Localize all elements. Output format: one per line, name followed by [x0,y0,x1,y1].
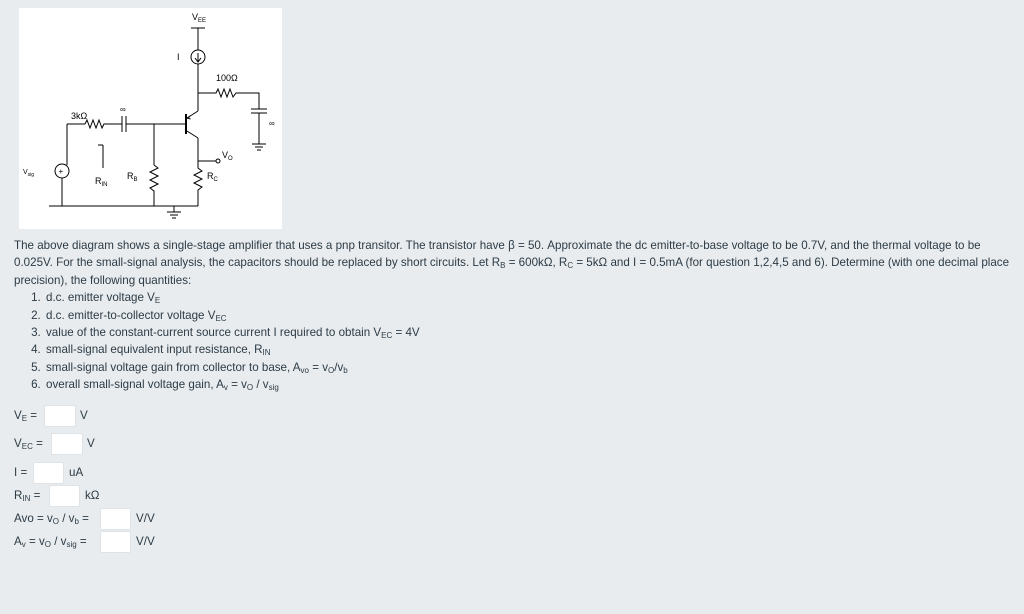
vo-terminal [216,159,220,163]
rc-label: $R_C$ [207,171,218,183]
vsig-label: $V_{sig}$ [23,169,35,178]
answer-avo-label: Avo = $v_O / v_b$ = [14,512,89,526]
answer-vec-label: $V_{EC}$ = [14,437,43,451]
rb-label: $R_B$ [127,171,138,183]
answer-ve-label: $V_E$ = [14,409,38,423]
answer-vec-input[interactable] [51,433,83,455]
question-2: 2. d.c. emitter-to-collector voltage $V_{EC}$ [44,307,1014,324]
resistor-3k-symbol [85,120,122,128]
question-4: 4. small-signal equivalent input resistance, $R_{IN}$ [44,341,1014,358]
answer-rin-input[interactable] [49,485,80,507]
answer-av-input[interactable] [100,531,131,553]
r3k-label: 3kΩ [71,111,88,121]
source-plus: + [58,167,64,176]
answer-av-label: $A_v = v_O / v_{sig}$ = [14,535,87,549]
question-list [14,289,1014,393]
answer-i-input[interactable] [33,462,64,484]
answer-vec-unit: V [87,437,95,450]
answer-ve-input[interactable] [44,405,76,427]
inf-cap2-label: ∞ [269,119,275,128]
problem-text: The above diagram shows a single-stage amplifier that uses a pnp transitor. The transistor have β = 50. Approximate the dc emitter-to-base voltage to be 0.7V, and the thermal voltage to be 0.025V. For the small-signal analysis, the capacitors should be replaced by short circuits. Let $R_B = 600k\Omega$, $R_C = 5k\Omega$ and I = 0.5mA (for question 1,2,4,5 and 6). Determine (with one decimal place precision), the following quantities: [14,239,1010,287]
question-6: 6. overall small-signal voltage gain, $A_v = v_O / v_{sig}$ [44,376,1014,393]
circuit-diagram [19,8,282,229]
vee-label: $V_{EE}$ [192,12,207,24]
resistor-100-symbol [198,89,259,109]
answer-rin-unit: kΩ [85,489,100,502]
answer-ve-unit: V [80,409,88,422]
question-3: 3. value of the constant-current source current I required to obtain $V_{EC} = 4V$ [44,324,1014,341]
vo-label: $V_O$ [222,150,233,162]
answer-av-unit: V/V [136,535,155,548]
rin-label: $R_{IN}$ [95,176,108,188]
question-1: 1. d.c. emitter voltage $V_E$ [44,289,1014,306]
answer-avo-input[interactable] [100,508,131,530]
answer-rin-label: $R_{IN}$ = [14,489,41,503]
current-label: I [177,52,180,62]
problem-statement [14,237,1014,394]
answer-i-unit: uA [69,466,84,479]
r100-label: 100Ω [216,73,238,83]
circuit-schematic [19,8,282,229]
transistor-collector [187,131,198,138]
question-5: 5. small-signal voltage gain from collector to base, $A_{vo} = v_O/v_b$ [44,359,1014,376]
answer-avo-unit: V/V [136,512,155,525]
answer-i-label: I = [14,466,28,479]
inf-cap-label: ∞ [120,105,126,114]
